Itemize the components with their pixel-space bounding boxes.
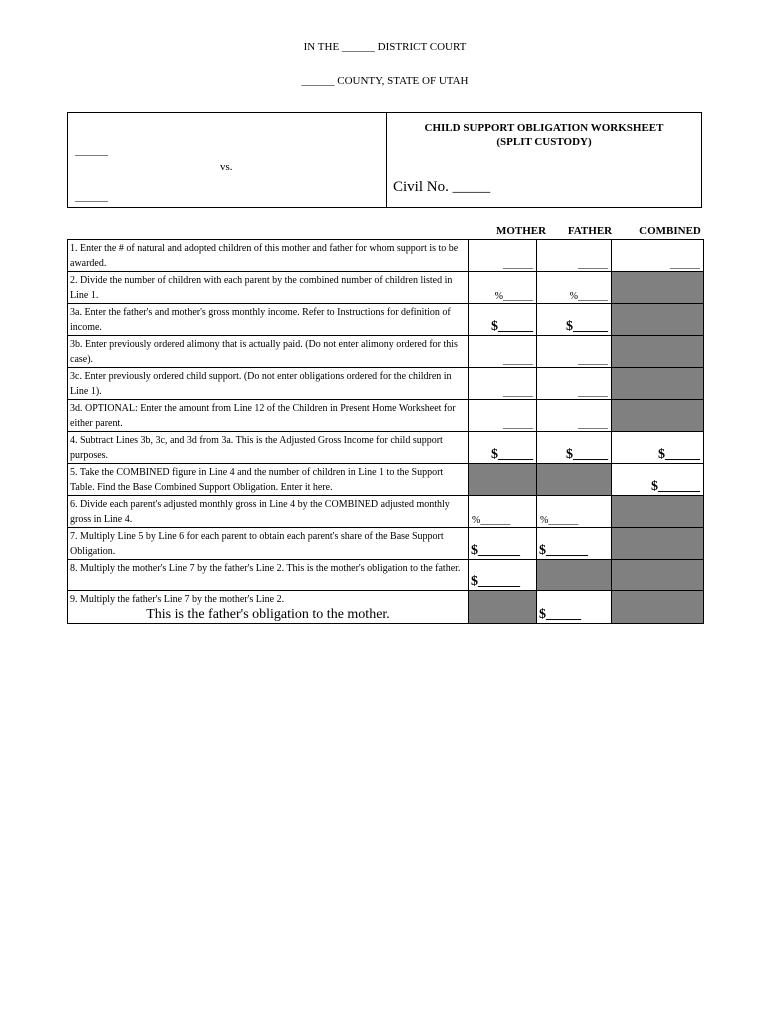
table-row <box>68 560 704 591</box>
line-3a-description: 3a. Enter the father's and mother's gross monthly income. Refer to Instructions for definition of income. <box>68 304 469 336</box>
worksheet-title <box>387 121 701 149</box>
line-3a-mother-value[interactable]: $_____ <box>491 319 533 334</box>
line-3a-combined-shaded <box>612 304 704 336</box>
column-header-mother: MOTHER <box>495 225 547 237</box>
line-6-father-value[interactable]: %______ <box>540 515 579 526</box>
line-9-combined-shaded <box>612 591 704 624</box>
line-4-mother-value[interactable]: $_____ <box>491 447 533 462</box>
line-1-mother-cell[interactable] <box>469 240 537 272</box>
line-9-mother-shaded <box>469 591 537 624</box>
line-2-combined-shaded <box>612 272 704 304</box>
line-3b-description: 3b. Enter previously ordered alimony that is actually paid. (Do not enter alimony ordered for this case). <box>68 336 469 368</box>
line-6-mother-value[interactable]: %______ <box>472 515 511 526</box>
line-3c-combined-shaded <box>612 368 704 400</box>
line-5-combined-cell[interactable] <box>612 464 704 496</box>
worksheet-title-line2: (SPLIT CUSTODY) <box>496 136 592 148</box>
parties-block <box>68 113 387 207</box>
line-4-father-value[interactable]: $_____ <box>566 447 608 462</box>
line-3b-mother-value[interactable]: ______ <box>503 355 533 366</box>
table-row <box>68 400 704 432</box>
line-3d-combined-shaded <box>612 400 704 432</box>
county-line: ______ COUNTY, STATE OF UTAH <box>301 75 469 87</box>
table-row <box>68 240 704 272</box>
line-7-combined-shaded <box>612 528 704 560</box>
line-5-father-shaded <box>537 464 612 496</box>
line-8-father-shaded <box>537 560 612 591</box>
line-3b-mother-cell[interactable] <box>469 336 537 368</box>
line-2-mother-value[interactable]: %______ <box>494 291 533 302</box>
line-5-mother-shaded <box>469 464 537 496</box>
line-9-father-value[interactable]: $_____ <box>539 607 581 622</box>
line-6-mother-cell[interactable] <box>469 496 537 528</box>
line-9-father-cell[interactable] <box>537 591 612 624</box>
line-4-mother-cell[interactable] <box>469 432 537 464</box>
line-4-combined-cell[interactable] <box>612 432 704 464</box>
line-3b-father-value[interactable]: ______ <box>578 355 608 366</box>
table-row <box>68 368 704 400</box>
case-caption <box>67 112 702 208</box>
line-4-description: 4. Subtract Lines 3b, 3c, and 3d from 3a. This is the Adjusted Gross Income for child support purposes. <box>68 432 469 464</box>
table-row <box>68 496 704 528</box>
table-row <box>68 432 704 464</box>
line-3a-father-cell[interactable] <box>537 304 612 336</box>
line-3d-father-value[interactable]: ______ <box>578 419 608 430</box>
court-line: IN THE ______ DISTRICT COURT <box>303 41 467 53</box>
line-3c-father-value[interactable]: ______ <box>578 387 608 398</box>
line-2-description: 2. Divide the number of children with each parent by the combined number of children listed in Line 1. <box>68 272 469 304</box>
line-3b-combined-shaded <box>612 336 704 368</box>
table-row <box>68 528 704 560</box>
line-8-mother-value[interactable]: $______ <box>471 574 520 589</box>
line-1-combined-cell[interactable] <box>612 240 704 272</box>
line-3c-father-cell[interactable] <box>537 368 612 400</box>
line-6-combined-shaded <box>612 496 704 528</box>
table-row <box>68 304 704 336</box>
line-7-father-value[interactable]: $______ <box>539 543 588 558</box>
line-7-mother-value[interactable]: $______ <box>471 543 520 558</box>
versus-label: vs. <box>220 161 233 173</box>
line-3d-mother-value[interactable]: ______ <box>503 419 533 430</box>
line-8-description: 8. Multiply the mother's Line 7 by the father's Line 2. This is the mother's obligation to the father. <box>68 560 469 591</box>
table-row <box>68 591 704 624</box>
civil-number[interactable]: Civil No. _____ <box>393 179 491 195</box>
column-header-father: FATHER <box>567 225 613 237</box>
line-7-description: 7. Multiply Line 5 by Line 6 for each parent to obtain each parent's share of the Base Support Obligation. <box>68 528 469 560</box>
line-4-combined-value[interactable]: $_____ <box>658 447 700 462</box>
worksheet-title-line1: CHILD SUPPORT OBLIGATION WORKSHEET <box>424 122 664 134</box>
line-8-combined-shaded <box>612 560 704 591</box>
table-row <box>68 464 704 496</box>
line-4-father-cell[interactable] <box>537 432 612 464</box>
line-3d-mother-cell[interactable] <box>469 400 537 432</box>
line-1-father-cell[interactable] <box>537 240 612 272</box>
line-5-description: 5. Take the COMBINED figure in Line 4 and the number of children in Line 1 to the Support Table. Find the Base Combined Support Obligation. Enter it here. <box>68 464 469 496</box>
table-row <box>68 336 704 368</box>
line-2-mother-cell[interactable] <box>469 272 537 304</box>
line-1-mother-value[interactable]: ______ <box>503 259 533 270</box>
line-3a-mother-cell[interactable] <box>469 304 537 336</box>
line-3c-description: 3c. Enter previously ordered child support. (Do not enter obligations ordered for the children in Line 1). <box>68 368 469 400</box>
line-3d-father-cell[interactable] <box>537 400 612 432</box>
party-2-blank[interactable]: ______ <box>75 191 108 203</box>
table-row <box>68 272 704 304</box>
line-6-description: 6. Divide each parent's adjusted monthly gross in Line 4 by the COMBINED adjusted monthly gross in Line 4. <box>68 496 469 528</box>
party-1-blank[interactable]: ______ <box>75 145 108 157</box>
line-3c-mother-value[interactable]: ______ <box>503 387 533 398</box>
worksheet-table <box>67 239 704 624</box>
line-6-father-cell[interactable] <box>537 496 612 528</box>
line-3d-description: 3d. OPTIONAL: Enter the amount from Line 12 of the Children in Present Home Worksheet for either parent. <box>68 400 469 432</box>
line-3c-mother-cell[interactable] <box>469 368 537 400</box>
line-1-combined-value[interactable]: ______ <box>670 259 700 270</box>
line-9-statement: This is the father's obligation to the mother. <box>146 607 390 622</box>
line-1-description: 1. Enter the # of natural and adopted children of this mother and father for whom support is to be awarded. <box>68 240 469 272</box>
line-7-father-cell[interactable] <box>537 528 612 560</box>
line-9-description <box>68 591 469 624</box>
line-7-mother-cell[interactable] <box>469 528 537 560</box>
line-3a-father-value[interactable]: $_____ <box>566 319 608 334</box>
line-3b-father-cell[interactable] <box>537 336 612 368</box>
column-header-combined: COMBINED <box>639 225 701 237</box>
line-1-father-value[interactable]: ______ <box>578 259 608 270</box>
line-9-instruction: 9. Multiply the father's Line 7 by the mother's Line 2. <box>70 594 285 605</box>
line-8-mother-cell[interactable] <box>469 560 537 591</box>
line-2-father-value[interactable]: %______ <box>569 291 608 302</box>
title-block <box>387 113 701 207</box>
line-5-combined-value[interactable]: $______ <box>651 479 700 494</box>
line-2-father-cell[interactable] <box>537 272 612 304</box>
